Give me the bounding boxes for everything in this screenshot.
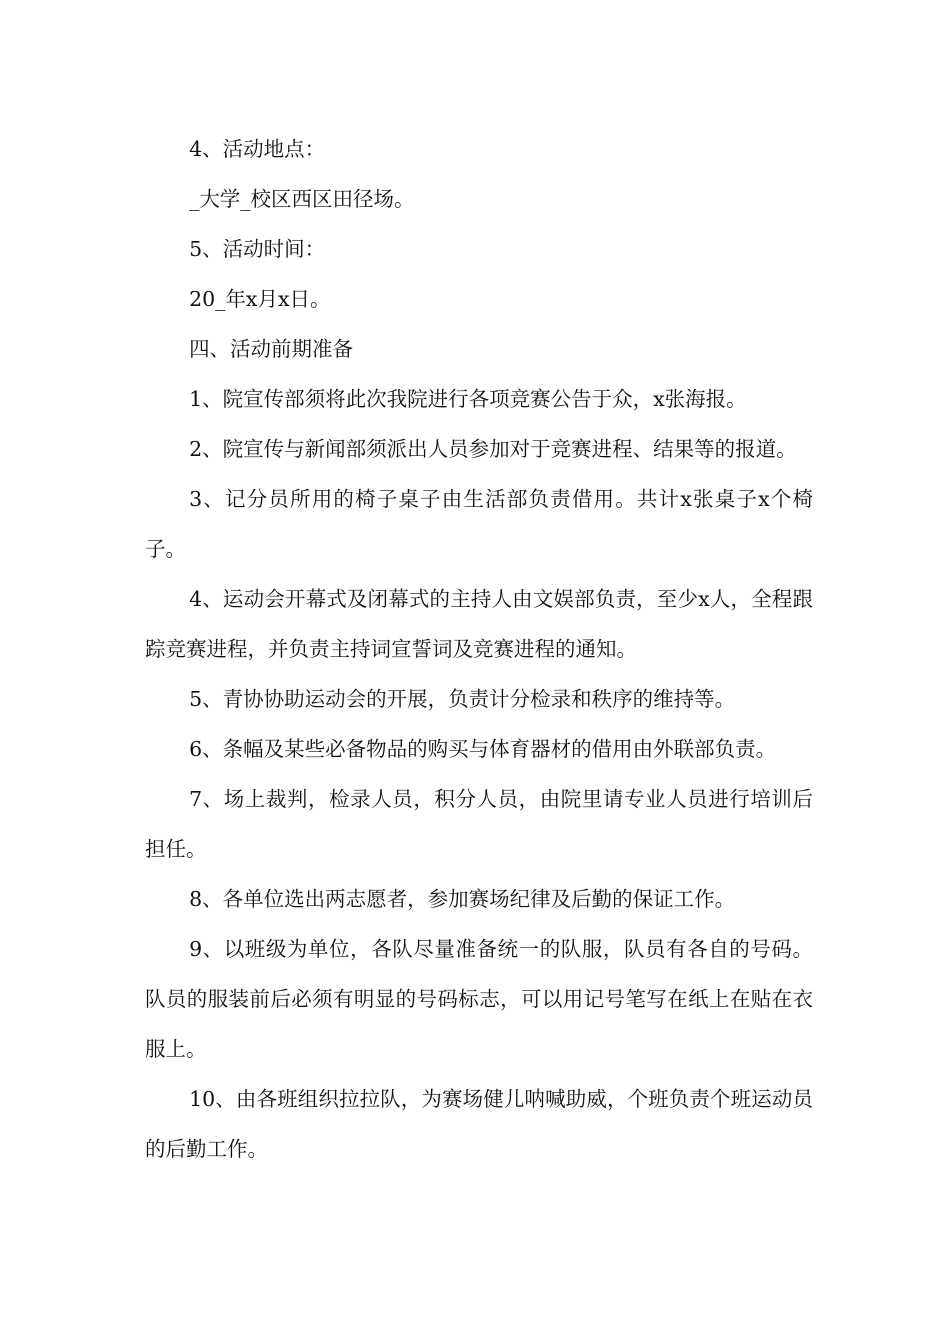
section-heading-preparation: 四、活动前期准备 bbox=[189, 337, 354, 361]
paragraph-item-10: 10、由各班组织拉拉队，为赛场健儿呐喊助威，个班负责个班运动员的后勤工作。 bbox=[145, 1087, 813, 1161]
paragraph-item-8: 8、各单位选出两志愿者，参加赛场纪律及后勤的保证工作。 bbox=[189, 887, 736, 911]
paragraph-item-1: 1、院宣传部须将此次我院进行各项竞赛公告于众，x张海报。 bbox=[189, 387, 747, 411]
paragraph-time-value: 20_年x月x日。 bbox=[189, 287, 331, 311]
paragraph-location-value: _大学_校区西区田径场。 bbox=[189, 187, 415, 211]
document-body bbox=[145, 124, 813, 1174]
paragraph-location-heading: 4、活动地点： bbox=[189, 137, 326, 161]
paragraph-item-3: 3、记分员所用的椅子桌子由生活部负责借用。共计x张桌子x个椅子。 bbox=[145, 487, 813, 561]
paragraph-item-6: 6、条幅及某些必备物品的购买与体育器材的借用由外联部负责。 bbox=[189, 737, 777, 761]
paragraph-item-9: 9、以班级为单位，各队尽量准备统一的队服，队员有各自的号码。队员的服装前后必须有明显的号码标志，可以用记号笔写在纸上在贴在衣服上。 bbox=[145, 937, 813, 1061]
paragraph-item-4: 4、运动会开幕式及闭幕式的主持人由文娱部负责，至少x人，全程跟踪竞赛进程，并负责主持词宣誓词及竞赛进程的通知。 bbox=[145, 587, 813, 661]
paragraph-item-7: 7、场上裁判，检录人员，积分人员，由院里请专业人员进行培训后担任。 bbox=[145, 787, 813, 861]
paragraph-item-5: 5、青协协助运动会的开展，负责计分检录和秩序的维持等。 bbox=[189, 687, 736, 711]
paragraph-item-2: 2、院宣传与新闻部须派出人员参加对于竞赛进程、结果等的报道。 bbox=[189, 437, 797, 461]
paragraph-time-heading: 5、活动时间： bbox=[189, 237, 326, 261]
